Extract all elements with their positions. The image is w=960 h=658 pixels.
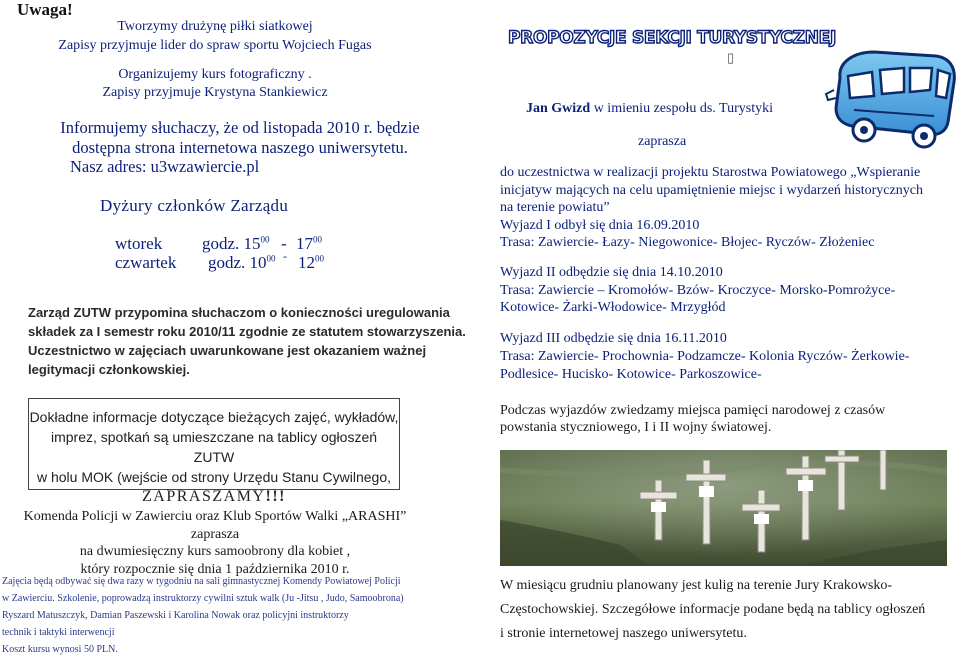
kulig-line-1: W miesiącu grudniu planowany jest kulig na terenie Jury Krakowsko- bbox=[500, 578, 893, 593]
tourism-heading: PROPOZYCJE SEKCJI TURYSTYCZNEJ bbox=[508, 28, 836, 48]
website-address: Nasz adres: u3wzawiercie.pl bbox=[70, 157, 260, 176]
kulig-line-2: Częstochowskiej. Szczegółowe informacje podane będą na tablicy ogłoszeń bbox=[500, 602, 926, 617]
website-notice bbox=[0, 118, 480, 158]
tourism-invite: zaprasza bbox=[638, 134, 687, 149]
duty-to: $17^{00}$ bbox=[296, 234, 322, 253]
duty-day: wtorek bbox=[115, 234, 163, 253]
trip-1-date: Wyjazd I odbył się dnia 16.09.2010 bbox=[500, 217, 700, 233]
police-detail-line-4: technik i taktyki interwencji bbox=[2, 627, 115, 638]
info-box-line-2: imprez, spotkań są umieszczane na tablicy ogłoszeń ZUTW bbox=[50, 429, 378, 465]
fees-line-1: Zarząd ZUTW przypomina słuchaczom o konieczności uregulowania bbox=[28, 305, 450, 320]
duty-dash: - bbox=[283, 249, 287, 263]
trip-2-date: Wyjazd II odbędzie się dnia 14.10.2010 bbox=[500, 265, 723, 280]
kulig-line-3: i stronie internetowej naszego uniwersytetu. bbox=[500, 626, 747, 641]
duty-dash: - bbox=[281, 234, 287, 253]
volley-line-1: Tworzymy drużynę piłki siatkowej bbox=[117, 19, 313, 34]
info-box bbox=[28, 398, 400, 505]
trip-2-route-2: Kotowice- Żarki-Włodowice- Mrzygłód bbox=[500, 300, 726, 315]
project-line-2: inicjatyw mających na celu upamiętnienie miejsc i wydarzeń historycznych bbox=[500, 182, 923, 198]
website-line-2: dostępna strona internetowa naszego uniwersytetu. bbox=[72, 138, 408, 157]
photo-course-notice bbox=[0, 66, 430, 102]
participation-line-1: Uczestnictwo w zajęciach uwarunkowane jest okazaniem ważnej bbox=[28, 343, 427, 358]
duty-row-thursday bbox=[115, 249, 415, 275]
duty-day: czwartek bbox=[115, 253, 177, 272]
memorial-info bbox=[500, 402, 950, 436]
duty-to: $12^{00}$ bbox=[298, 253, 324, 272]
uwaga-heading: Uwaga! bbox=[17, 0, 73, 19]
project-info bbox=[500, 164, 950, 252]
fees-notice bbox=[28, 303, 468, 379]
police-details bbox=[2, 573, 482, 658]
duty-title: Dyżury członków Zarządu bbox=[100, 196, 289, 215]
info-box-line-1: Dokładne informacje dotyczące bieżących zajęć, wykładów, bbox=[29, 409, 399, 425]
photo-course-line-1: Organizujemy kurs fotograficzny . bbox=[118, 67, 312, 82]
police-detail-line-3: Ryszard Matuszczyk, Damian Paszewski i Karolina Nowak oraz policyjni instruktorzy bbox=[2, 610, 349, 621]
cemetery-crosses-photo bbox=[500, 450, 947, 566]
volley-line-2: Zapisy przyjmuje lider do spraw sportu Wojciech Fugas bbox=[58, 38, 372, 53]
police-line-3: na dwumiesięczny kurs samoobrony dla kobiet , bbox=[79, 544, 351, 559]
info-box-line-3: w holu MOK (wejście od strony Urzędu Stanu Cywilnego, bbox=[36, 469, 392, 485]
police-detail-line-5: Koszt kursu wynosi 50 PLN. bbox=[2, 644, 118, 655]
fees-line-2: składek za I semestr roku 2010/11 zgodnie ze statutem stowarzyszenia. bbox=[28, 324, 466, 339]
volley-notice bbox=[0, 17, 430, 55]
project-line-1: do uczestnictwa w realizacji projektu Starostwa Powiatowego „Wspieranie bbox=[500, 165, 921, 180]
website-line-1: Informujemy słuchaczy, że od listopada 2010 r. będzie bbox=[60, 118, 420, 137]
trip-2-route-1: Trasa: Zawiercie – Kromołów- Bzów- Kroczyce- Morsko-Pomrożyce- bbox=[500, 282, 896, 298]
trip-3 bbox=[500, 330, 950, 384]
kulig-info bbox=[500, 574, 955, 646]
memorial-line-2: powstania styczniowego, I i II wojny światowej. bbox=[500, 420, 772, 435]
placeholder-glyph: ▯ bbox=[727, 50, 735, 65]
trip-2 bbox=[500, 264, 950, 317]
police-detail-line-1: Zajęcia będą odbywać się dwa razy w tygodniu na sali gimnastycznej Komendy Powiatowej Policji bbox=[2, 576, 401, 587]
bus-icon bbox=[824, 38, 960, 150]
duty-from: godz. $15^{00}$ bbox=[202, 234, 270, 253]
trip-3-route-2: Podlesice- Hucisko- Kotowice- Parkoszowice- bbox=[500, 367, 762, 382]
organizer-name: Jan Gwizd bbox=[526, 101, 591, 116]
participation-line-2: legitymacji członkowskiej. bbox=[28, 362, 190, 377]
trip-3-date: Wyjazd III odbędzie się dnia 16.11.2010 bbox=[500, 331, 727, 346]
trip-1-route: Trasa: Zawiercie- Łazy- Niegowonice- Błojec- Ryczów- Złożeniec bbox=[500, 235, 875, 250]
trip-3-route-1: Trasa: Zawiercie- Prochownia- Podzamcze- Kolonia Ryczów- Żerkowie- bbox=[500, 349, 910, 364]
police-line-4: który rozpocznie się dnia 1 października 2010 r. bbox=[80, 561, 350, 577]
info-box-invite: ZAPRASZAMY!!! bbox=[142, 488, 286, 505]
police-detail-line-2: w Zawierciu. Szkolenie, poprowadzą instruktorzy cywilni sztuk walk (Ju -Jitsu , Judo, Samoobrona) bbox=[2, 593, 404, 604]
project-line-3: na terenie powiatu” bbox=[500, 200, 610, 215]
memorial-line-1: Podczas wyjazdów zwiedzamy miejsca pamięci narodowej z czasów bbox=[500, 403, 886, 418]
police-line-1: Komenda Policji w Zawierciu oraz Klub Sportów Walki „ARASHI” bbox=[23, 509, 407, 524]
police-line-2: zaprasza bbox=[190, 526, 240, 542]
police-notice bbox=[0, 508, 430, 578]
duty-from: godz. $10^{00}$ bbox=[208, 253, 276, 272]
tourism-intro: Jan Gwizd w imieniu zespołu ds. Turystyki bbox=[526, 101, 773, 116]
photo-course-line-2: Zapisy przyjmuje Krystyna Stankiewicz bbox=[102, 85, 328, 100]
